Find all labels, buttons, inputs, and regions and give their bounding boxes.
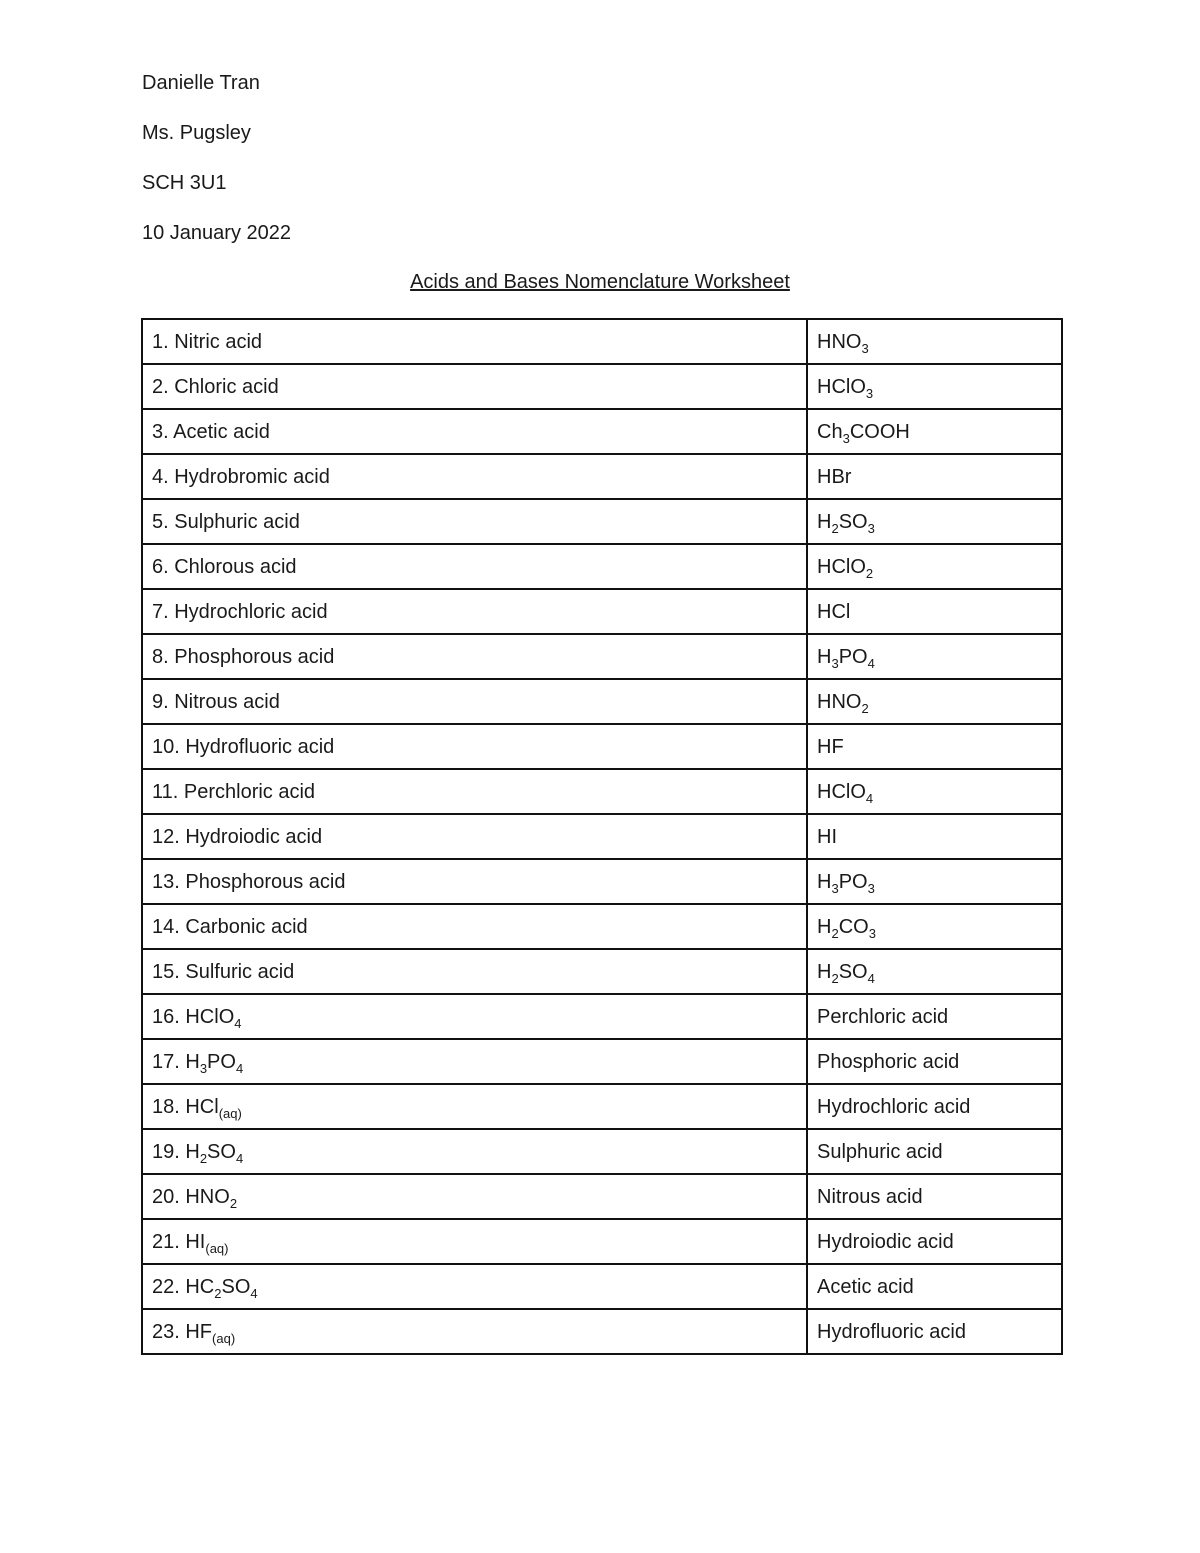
question-cell — [142, 679, 807, 724]
answer-cell — [807, 319, 1062, 364]
subscript: 3 — [831, 880, 839, 896]
subscript: 4 — [867, 970, 875, 986]
text-segment: PO — [207, 1050, 236, 1073]
subscript: 2 — [831, 925, 839, 941]
table-row — [142, 679, 1062, 724]
table-row — [142, 724, 1062, 769]
text-segment: 9. Nitrous acid — [152, 690, 280, 713]
text-segment: HClO — [817, 375, 866, 398]
table-row — [142, 949, 1062, 994]
text-segment: HClO — [817, 555, 866, 578]
question-cell — [142, 409, 807, 454]
table-row — [142, 544, 1062, 589]
text-segment: 21. HI — [152, 1230, 206, 1253]
text-segment: Hydrochloric acid — [817, 1095, 971, 1118]
answer-cell — [807, 634, 1062, 679]
date: 10 January 2022 — [142, 222, 292, 244]
subscript: 2 — [199, 1150, 208, 1166]
answer-cell — [807, 1219, 1062, 1264]
question-cell — [142, 814, 807, 859]
subscript: 3 — [842, 430, 850, 446]
text-segment: 3. Acetic acid — [152, 420, 270, 443]
question-cell — [142, 1174, 807, 1219]
text-segment: SO — [221, 1275, 251, 1298]
answer-cell — [807, 769, 1062, 814]
text-segment: HNO — [817, 690, 862, 713]
question-cell — [142, 1309, 807, 1354]
text-segment: Perchloric acid — [817, 1005, 949, 1028]
answer-cell — [807, 814, 1062, 859]
text-segment: 8. Phosphorous acid — [152, 645, 335, 668]
question-cell — [142, 589, 807, 634]
answer-cell — [807, 859, 1062, 904]
text-segment: SO — [207, 1140, 236, 1163]
question-cell — [142, 1084, 807, 1129]
question-cell — [142, 949, 807, 994]
answer-cell — [807, 409, 1062, 454]
nomenclature-table-body — [142, 319, 1062, 1354]
answer-cell — [807, 589, 1062, 634]
page-title: Acids and Bases Nomenclature Worksheet — [410, 271, 790, 293]
text-segment: H — [817, 510, 832, 533]
question-cell — [142, 994, 807, 1039]
table-row — [142, 994, 1062, 1039]
text-segment: H — [817, 645, 832, 668]
question-cell — [142, 499, 807, 544]
text-segment: 23. HF — [152, 1320, 213, 1343]
table-row — [142, 634, 1062, 679]
question-cell — [142, 1219, 807, 1264]
answer-cell — [807, 994, 1062, 1039]
subscript: 3 — [867, 520, 875, 536]
text-segment: Ch — [817, 420, 843, 443]
text-segment: 5. Sulphuric acid — [152, 510, 300, 533]
table-row — [142, 409, 1062, 454]
subscript: (aq) — [218, 1105, 242, 1121]
subscript: 2 — [865, 565, 874, 581]
text-segment: Sulphuric acid — [817, 1140, 943, 1163]
text-segment: 15. Sulfuric acid — [152, 960, 295, 983]
table-row — [142, 1264, 1062, 1309]
question-cell — [142, 1039, 807, 1084]
answer-cell — [807, 1084, 1062, 1129]
nomenclature-table — [141, 318, 1063, 1355]
table-row — [142, 454, 1062, 499]
text-segment: H — [817, 960, 832, 983]
table-row — [142, 319, 1062, 364]
question-cell — [142, 634, 807, 679]
subscript: 3 — [199, 1060, 208, 1076]
answer-cell — [807, 1129, 1062, 1174]
table-row — [142, 859, 1062, 904]
answer-cell — [807, 1039, 1062, 1084]
answer-cell — [807, 724, 1062, 769]
table-row — [142, 364, 1062, 409]
question-cell — [142, 364, 807, 409]
question-cell — [142, 454, 807, 499]
text-segment: 18. HCl — [152, 1095, 219, 1118]
answer-cell — [807, 364, 1062, 409]
text-segment: 13. Phosphorous acid — [152, 870, 346, 893]
subscript: 3 — [867, 880, 875, 896]
text-segment: 4. Hydrobromic acid — [152, 465, 330, 488]
subscript: 3 — [831, 655, 839, 671]
question-cell — [142, 544, 807, 589]
table-row — [142, 1039, 1062, 1084]
subscript: 4 — [235, 1150, 244, 1166]
answer-cell — [807, 499, 1062, 544]
subscript: 4 — [235, 1060, 244, 1076]
text-segment: 10. Hydrofluoric acid — [152, 735, 335, 758]
subscript: 2 — [214, 1285, 222, 1301]
answer-cell — [807, 1309, 1062, 1354]
text-segment: HI — [817, 825, 837, 848]
subscript: 4 — [250, 1285, 258, 1301]
answer-cell — [807, 1174, 1062, 1219]
question-cell — [142, 319, 807, 364]
question-cell — [142, 904, 807, 949]
text-segment: HCl — [817, 600, 851, 623]
text-segment: Nitrous acid — [817, 1185, 923, 1208]
subscript: 3 — [868, 925, 876, 941]
subscript: (aq) — [212, 1330, 236, 1346]
table-row — [142, 499, 1062, 544]
subscript: 2 — [831, 970, 839, 986]
text-segment: COOH — [849, 420, 910, 443]
text-segment: 20. HNO — [152, 1185, 230, 1208]
text-segment: H — [817, 915, 832, 938]
subscript: 3 — [865, 385, 874, 401]
question-cell — [142, 859, 807, 904]
answer-cell — [807, 1264, 1062, 1309]
text-segment: 17. H — [152, 1050, 200, 1073]
student-name: Danielle Tran — [142, 72, 260, 94]
text-segment: Acetic acid — [817, 1275, 914, 1298]
table-row — [142, 904, 1062, 949]
table-row — [142, 814, 1062, 859]
text-segment: HNO — [817, 330, 862, 353]
table-row — [142, 1084, 1062, 1129]
question-cell — [142, 1129, 807, 1174]
table-row — [142, 1309, 1062, 1354]
text-segment: Hydrofluoric acid — [817, 1320, 966, 1343]
subscript: 3 — [861, 340, 869, 356]
question-cell — [142, 724, 807, 769]
text-segment: 7. Hydrochloric acid — [152, 600, 328, 623]
subscript: 4 — [867, 655, 875, 671]
text-segment: CO — [838, 915, 869, 938]
table-row — [142, 589, 1062, 634]
subscript: (aq) — [205, 1240, 229, 1256]
table-row — [142, 1129, 1062, 1174]
text-segment: 19. H — [152, 1140, 200, 1163]
subscript: 4 — [234, 1015, 242, 1031]
text-segment: 2. Chloric acid — [152, 375, 279, 398]
subscript: 2 — [229, 1195, 238, 1211]
text-segment: HClO — [817, 780, 866, 803]
subscript: 2 — [861, 700, 869, 716]
text-segment: HF — [817, 735, 844, 758]
text-segment: PO — [838, 645, 868, 668]
text-segment: 6. Chlorous acid — [152, 555, 297, 578]
answer-cell — [807, 454, 1062, 499]
course-code: SCH 3U1 — [142, 172, 227, 194]
table-row — [142, 1219, 1062, 1264]
text-segment: SO — [838, 510, 868, 533]
text-segment: HBr — [817, 465, 852, 488]
text-segment: 11. Perchloric acid — [152, 780, 316, 803]
text-segment: 22. HC — [152, 1275, 215, 1298]
text-segment: 14. Carbonic acid — [152, 915, 308, 938]
answer-cell — [807, 949, 1062, 994]
text-segment: 16. HClO — [152, 1005, 235, 1028]
question-cell — [142, 769, 807, 814]
question-cell — [142, 1264, 807, 1309]
answer-cell — [807, 679, 1062, 724]
text-segment: Hydroiodic acid — [817, 1230, 954, 1253]
text-segment: 12. Hydroiodic acid — [152, 825, 323, 848]
subscript: 4 — [865, 790, 874, 806]
text-segment: SO — [838, 960, 868, 983]
answer-cell — [807, 544, 1062, 589]
subscript: 2 — [831, 520, 839, 536]
text-segment: Phosphoric acid — [817, 1050, 960, 1073]
table-row — [142, 769, 1062, 814]
answer-cell — [807, 904, 1062, 949]
text-segment: PO — [838, 870, 868, 893]
text-segment: 1. Nitric acid — [152, 330, 263, 353]
table-row — [142, 1174, 1062, 1219]
text-segment: H — [817, 870, 832, 893]
teacher-name: Ms. Pugsley — [142, 122, 251, 144]
